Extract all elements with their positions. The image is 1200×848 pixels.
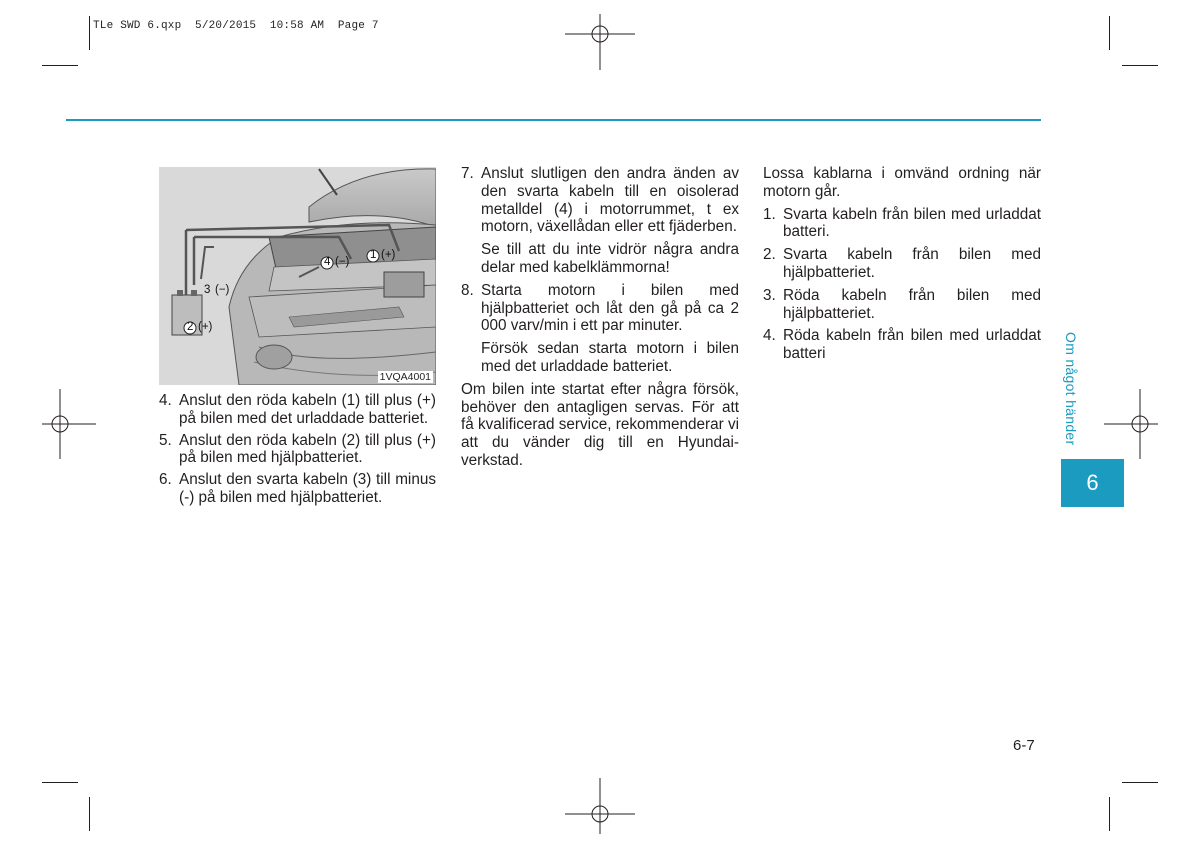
step-text: Röda kabeln från bilen med hjälpbatteriet. xyxy=(783,286,1041,322)
step-text: Svarta kabeln från bilen med hjälpbatteriet. xyxy=(783,246,1041,281)
step-text: Anslut den röda kabeln (1) till plus (+) på bilen med det urladdade batteriet. xyxy=(179,392,436,427)
step-number: 6. xyxy=(159,471,172,489)
step-number: 7. xyxy=(461,165,474,182)
header-rule xyxy=(66,119,1041,121)
removal-intro: Lossa kablarna i omvänd ordning när motorn går. xyxy=(763,165,1041,200)
service-paragraph: Om bilen inte startat efter några försök, behöver den antagligen servas. För att få kvalificerad service, rekommenderar vi att du vänder dig till en Hyundai-verkstad. xyxy=(461,380,739,469)
removal-step-3 xyxy=(763,287,1041,323)
column-1 xyxy=(159,392,436,507)
step-number: 4. xyxy=(159,392,172,409)
removal-step-1 xyxy=(763,206,1041,242)
engine-bay-drawing xyxy=(159,167,436,385)
label-2: 2 xyxy=(187,321,194,333)
registration-mark xyxy=(1104,389,1174,459)
label-4-sign: (−) xyxy=(335,256,350,268)
registration-mark xyxy=(565,0,635,70)
crop-mark xyxy=(42,65,78,66)
step-8-note: Försök sedan starta motorn i bilen med det urladdade batteriet. xyxy=(481,340,739,375)
step-number: 3. xyxy=(763,286,776,304)
step-text: Anslut slutligen den andra änden av den svarta kabeln till en oisolerad metalldel (4) i motorrummet, t ex motorn, växellådan eller ett fjäderben. xyxy=(481,165,739,236)
page-number: 6-7 xyxy=(1013,737,1035,754)
registration-mark xyxy=(565,778,635,848)
step-number: 8. xyxy=(461,281,474,299)
step-number: 5. xyxy=(159,431,172,449)
step-text: Svarta kabeln från bilen med urladdat batteri. xyxy=(783,205,1041,241)
step-5 xyxy=(159,432,436,468)
chapter-tab: 6 xyxy=(1061,459,1124,507)
removal-step-4 xyxy=(763,327,1041,363)
column-3 xyxy=(763,165,1041,363)
crop-mark xyxy=(42,782,78,783)
label-1: 1 xyxy=(370,249,377,261)
step-8 xyxy=(461,282,739,335)
column-2 xyxy=(461,165,739,470)
step-text: Anslut den röda kabeln (2) till plus (+) på bilen med hjälpbatteriet. xyxy=(179,431,436,467)
label-4: 4 xyxy=(324,256,331,268)
label-3-sign: (−) xyxy=(215,284,230,296)
step-text: Anslut den svarta kabeln (3) till minus (-) på bilen med hjälpbatteriet. xyxy=(179,471,436,506)
chapter-title-vertical xyxy=(1064,332,1094,457)
registration-mark xyxy=(26,389,96,459)
crop-mark xyxy=(1109,797,1110,831)
print-slug: TLe SWD 6.qxp 5/20/2015 10:58 AM Page 7 xyxy=(93,20,379,32)
crop-mark xyxy=(1122,782,1158,783)
step-7 xyxy=(461,165,739,236)
figure-code: 1VQA4001 xyxy=(379,371,431,383)
crop-mark xyxy=(1122,65,1158,66)
removal-step-2 xyxy=(763,246,1041,282)
jump-start-illustration xyxy=(159,167,436,385)
step-number: 1. xyxy=(763,205,776,223)
step-7-note: Se till att du inte vidrör några andra delar med kabelklämmorna! xyxy=(481,241,739,276)
label-3: 3 xyxy=(204,284,211,296)
step-6 xyxy=(159,471,436,507)
label-1-sign: (+) xyxy=(381,249,396,261)
step-text: Röda kabeln från bilen med urladdat batteri xyxy=(783,327,1041,363)
step-text: Starta motorn i bilen med hjälpbatteriet och låt den gå på ca 2 000 varv/min i ett par minuter. xyxy=(481,281,739,335)
crop-mark xyxy=(89,16,90,50)
crop-mark xyxy=(1109,16,1110,50)
step-number: 2. xyxy=(763,246,776,264)
label-2-sign: (+) xyxy=(198,321,213,333)
chapter-title: Om något händer xyxy=(1063,332,1079,446)
step-4 xyxy=(159,392,436,428)
crop-mark xyxy=(89,797,90,831)
step-number: 4. xyxy=(763,327,776,345)
